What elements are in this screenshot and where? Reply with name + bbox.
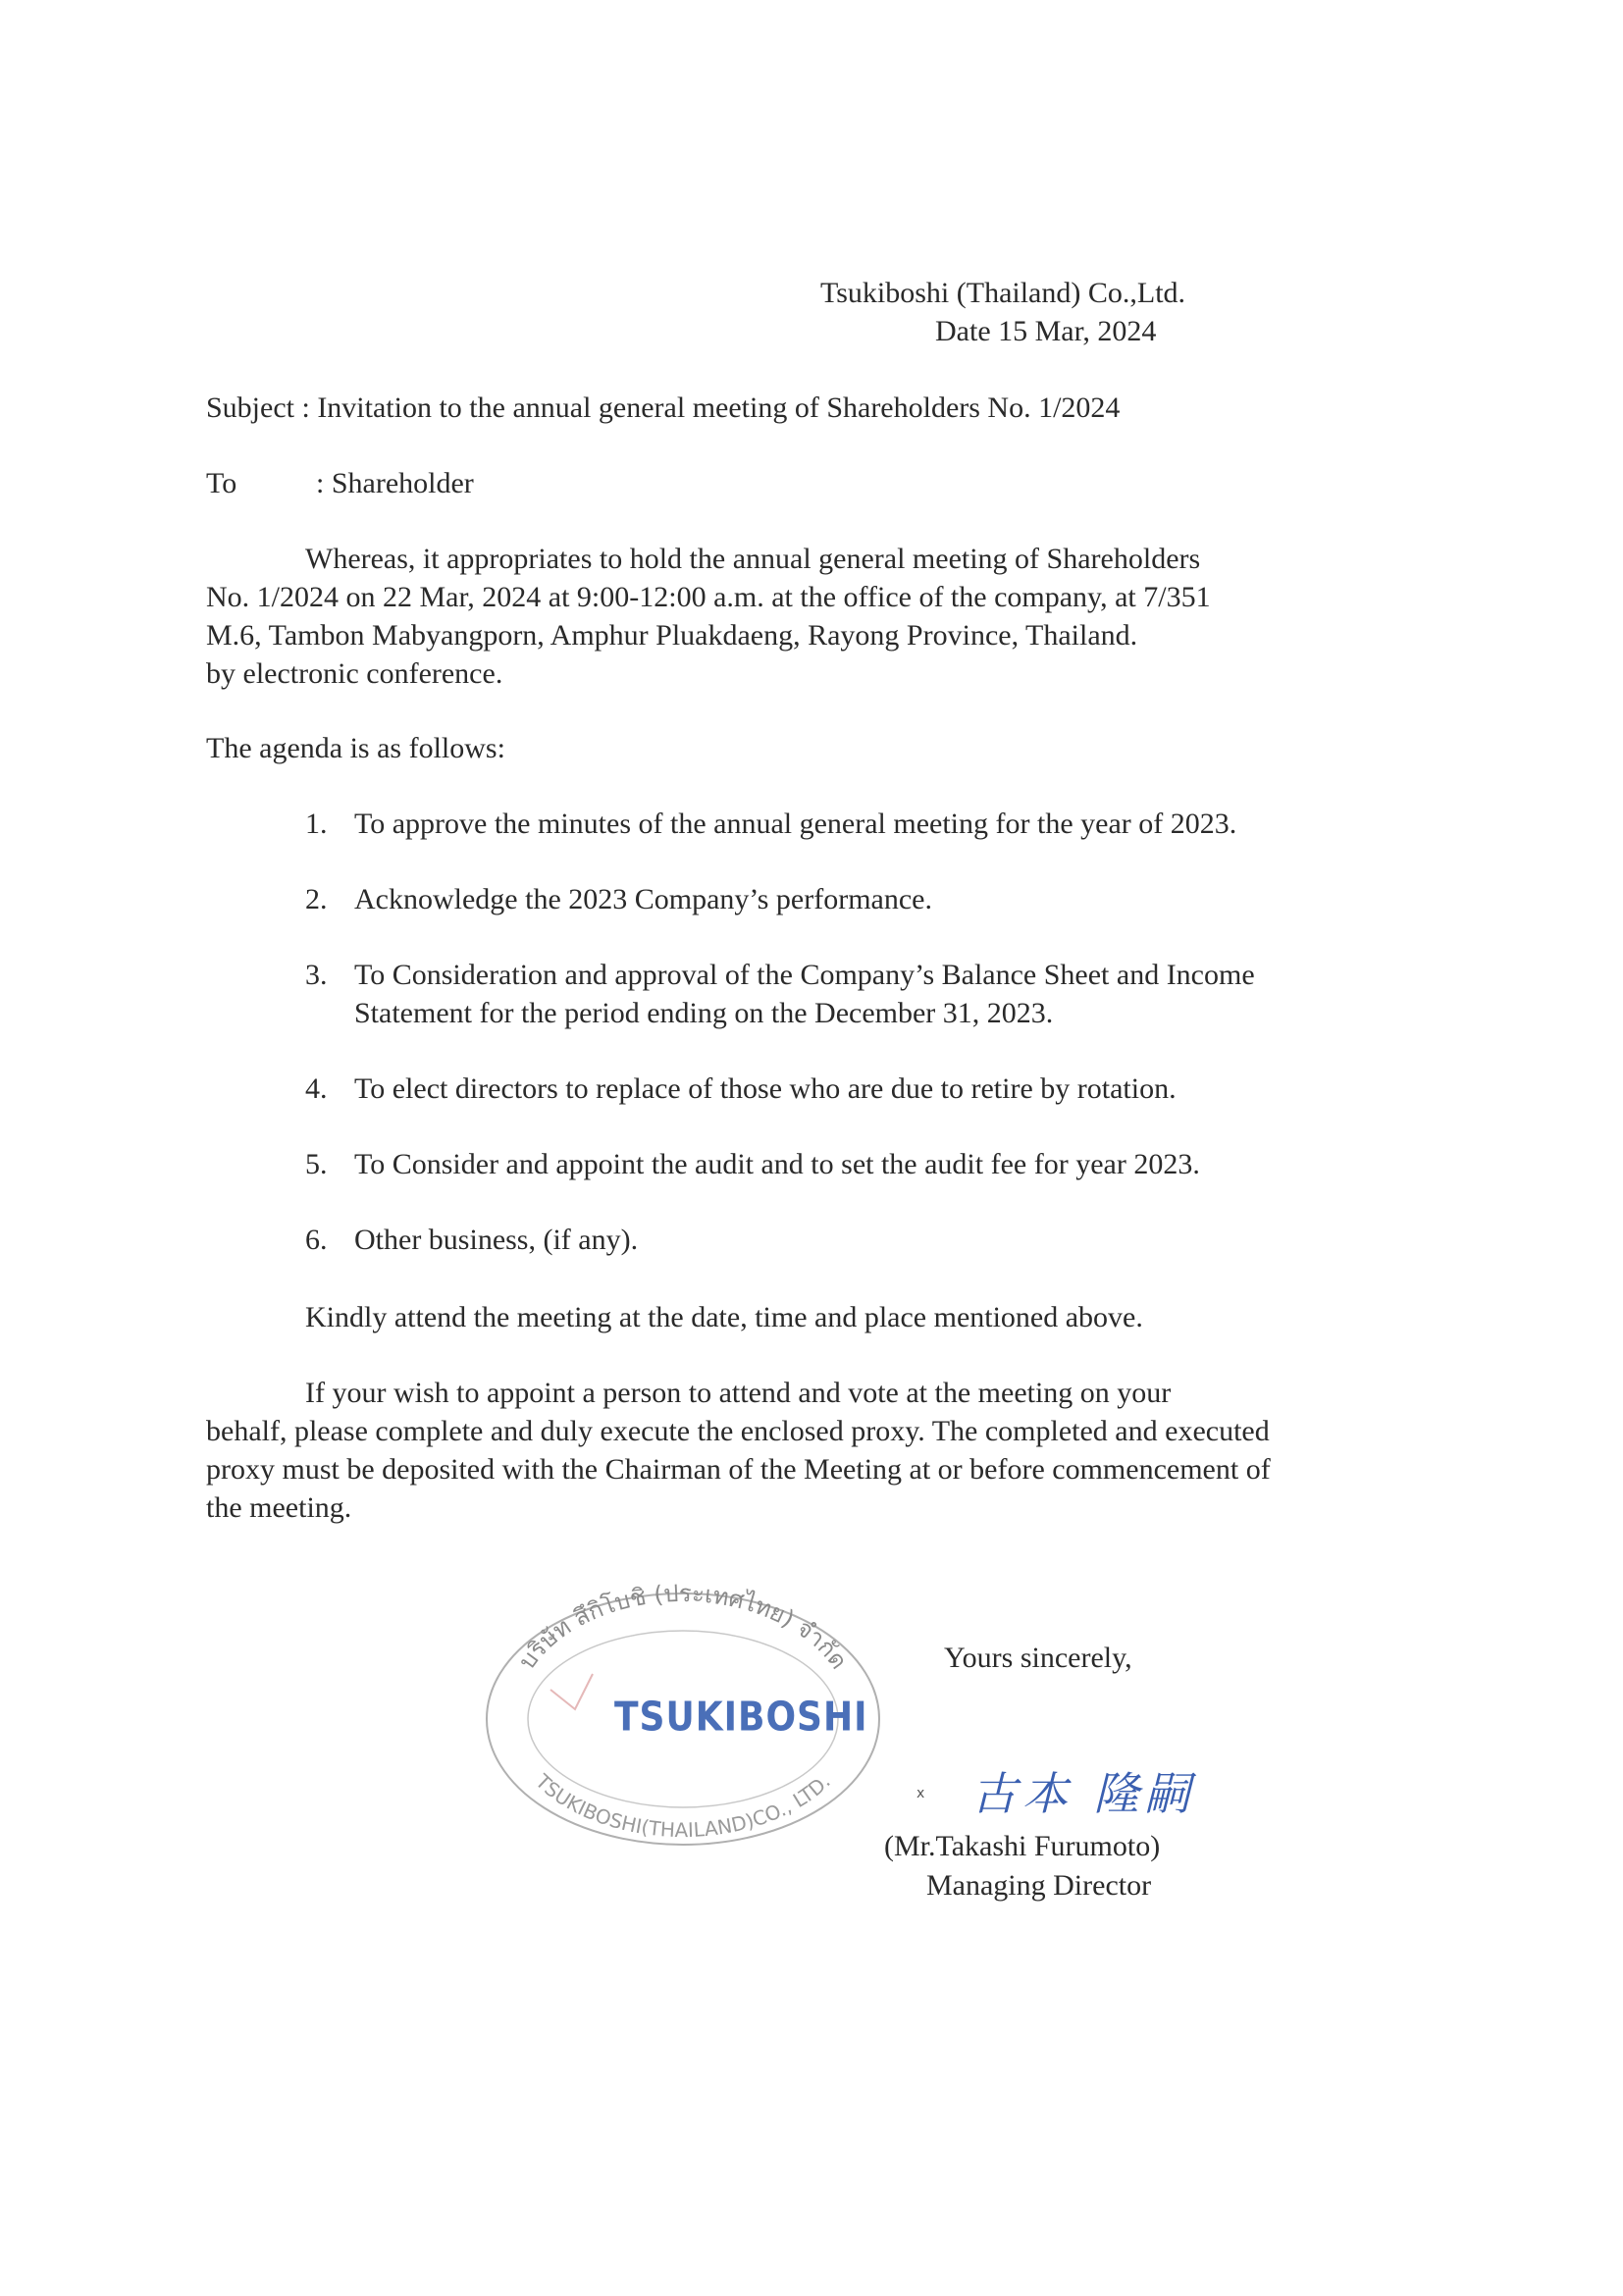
signature-mark: x bbox=[916, 1786, 925, 1801]
intro-line: by electronic conference. bbox=[206, 657, 503, 690]
signature-handwriting: 古本 隆嗣 bbox=[971, 1767, 1196, 1820]
stamp-top-arc-text: บริษัท สึกิโบชิ (ประเทศไทย) จำกัด bbox=[512, 1579, 854, 1675]
agenda-number: 6. bbox=[305, 1224, 328, 1256]
signatory-name: (Mr.Takashi Furumoto) bbox=[884, 1830, 1161, 1862]
stamp-bottom-arc-text: TSUKIBOSHI(THAILAND)CO., LTD. bbox=[531, 1769, 835, 1843]
agenda-heading: The agenda is as follows: bbox=[206, 732, 505, 764]
agenda-item-4 bbox=[305, 1070, 1177, 1108]
agenda-item-3 bbox=[305, 956, 1255, 1032]
agenda-item-5 bbox=[305, 1145, 1200, 1183]
agenda-item-2 bbox=[305, 880, 932, 918]
closing-salutation: Yours sincerely, bbox=[944, 1642, 1132, 1674]
agenda-text: Other business, (if any). bbox=[354, 1224, 639, 1256]
agenda-text: To Consideration and approval of the Company’s Balance Sheet and Income bbox=[354, 959, 1255, 991]
agenda-text: To elect directors to replace of those who are due to retire by rotation. bbox=[354, 1072, 1177, 1105]
proxy-line: proxy must be deposited with the Chairman of the Meeting at or before commencement of bbox=[206, 1453, 1271, 1486]
agenda-item-6 bbox=[305, 1221, 638, 1259]
intro-paragraph bbox=[206, 540, 1211, 693]
intro-line: No. 1/2024 on 22 Mar, 2024 at 9:00-12:00 a.m. at the office of the company, at 7/351 bbox=[206, 581, 1211, 613]
agenda-text: Acknowledge the 2023 Company’s performance. bbox=[354, 883, 932, 915]
proxy-paragraph bbox=[206, 1374, 1271, 1527]
stamp-check-mark bbox=[550, 1674, 593, 1709]
agenda-text: To approve the minutes of the annual general meeting for the year of 2023. bbox=[354, 808, 1237, 840]
subject-line: Subject : Invitation to the annual general meeting of Shareholders No. 1/2024 bbox=[206, 391, 1121, 424]
recipient-value: : Shareholder bbox=[316, 467, 474, 499]
agenda-number: 5. bbox=[305, 1148, 328, 1180]
agenda-number: 2. bbox=[305, 883, 328, 915]
agenda-number: 4. bbox=[305, 1072, 328, 1105]
signature bbox=[913, 1752, 1227, 1831]
recipient-label: To bbox=[206, 467, 237, 499]
intro-line: Whereas, it appropriates to hold the annual general meeting of Shareholders bbox=[305, 543, 1201, 575]
agenda-text: To Consider and appoint the audit and to set the audit fee for year 2023. bbox=[354, 1148, 1200, 1180]
letter-date: Date 15 Mar, 2024 bbox=[935, 315, 1157, 347]
signatory-position: Managing Director bbox=[926, 1869, 1152, 1902]
intro-line: M.6, Tambon Mabyangporn, Amphur Pluakdaeng, Rayong Province, Thailand. bbox=[206, 619, 1138, 652]
agenda-item-1 bbox=[305, 805, 1236, 843]
stamp-company-word: TSUKIBOSHI bbox=[614, 1694, 868, 1742]
agenda-number: 1. bbox=[305, 808, 328, 840]
proxy-line: behalf, please complete and duly execute the enclosed proxy. The completed and executed bbox=[206, 1415, 1270, 1447]
agenda-number: 3. bbox=[305, 959, 328, 991]
company-name: Tsukiboshi (Thailand) Co.,Ltd. bbox=[820, 277, 1186, 309]
attendance-request: Kindly attend the meeting at the date, time and place mentioned above. bbox=[305, 1301, 1143, 1333]
agenda-text-continued: Statement for the period ending on the December 31, 2023. bbox=[354, 997, 1054, 1029]
proxy-line: If your wish to appoint a person to attend and vote at the meeting on your bbox=[305, 1377, 1172, 1409]
proxy-line: the meeting. bbox=[206, 1491, 352, 1524]
